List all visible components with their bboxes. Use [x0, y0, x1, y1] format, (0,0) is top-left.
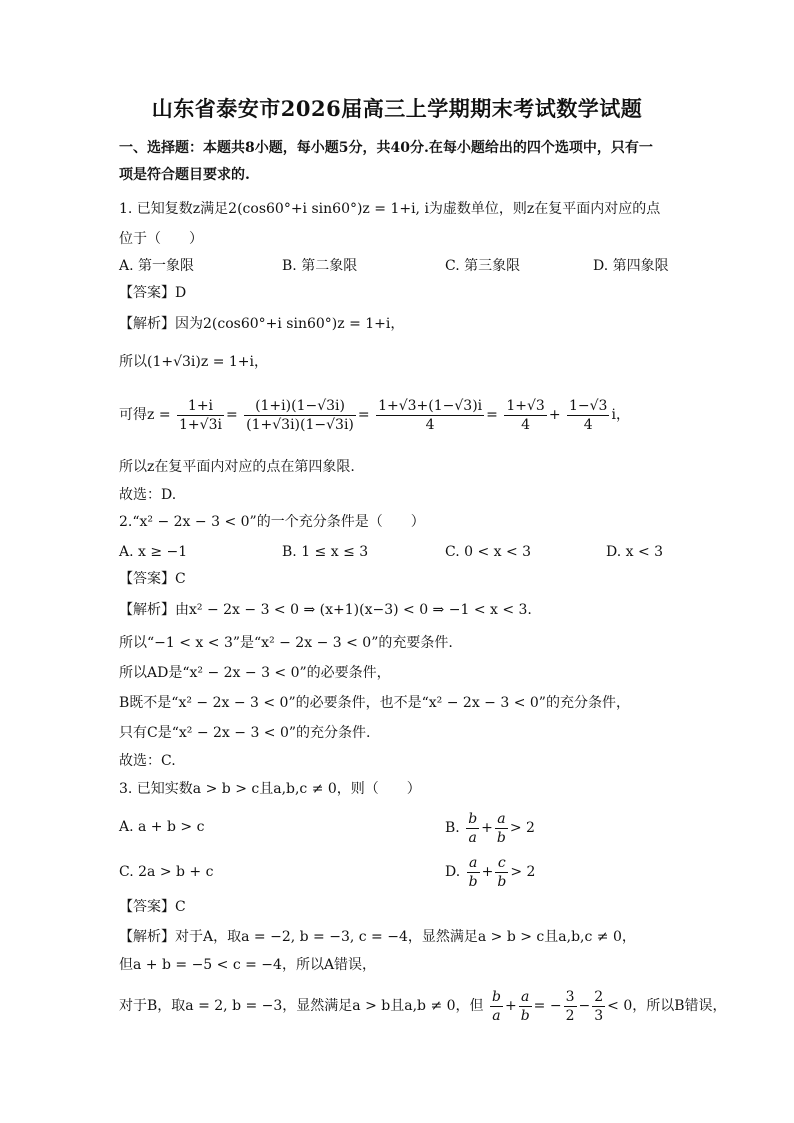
q3-option-d-frac2-num: c [495, 854, 508, 873]
q1-answer: 【答案】D [119, 285, 187, 301]
q3-analysis-line3-lead: 对于B，取a = 2, b = −3，显然满足a > b且a,b ≠ 0，但 [119, 998, 484, 1014]
q1-fraction-4-den: 4 [521, 416, 531, 433]
q1-fraction-3-den: 4 [425, 416, 435, 433]
q3-last-frac2-num: a [519, 988, 532, 1007]
q1-fraction-2-den: (1+√3i)(1−√3i) [246, 416, 354, 433]
q2-stem: 2.“x² − 2x − 3 < 0”的一个充分条件是（ ） [119, 514, 425, 530]
q1-fraction-1 [177, 397, 224, 434]
q3-option-b-frac1-num: b [468, 810, 478, 827]
q2-analysis-line3: 所以AD是“x² − 2x − 3 < 0”的必要条件， [119, 665, 391, 681]
page-title: 山东省泰安市2026届高三上学期期末考试数学试题 [151, 96, 643, 121]
q3-last-frac3-num: 3 [565, 988, 575, 1005]
q3-option-b-frac2-den: b [496, 829, 506, 846]
q3-option-c: C. 2a > b + c [119, 864, 214, 880]
q2-answer: 【答案】C [119, 571, 186, 587]
q1-fraction-4 [504, 397, 546, 434]
q1-analysis-line1: 【解析】因为2(cos60°+i sin60°)z = 1+i， [119, 316, 405, 332]
q3-option-d-frac1-den: b [468, 873, 478, 890]
q3-last-frac4-num: 2 [594, 988, 604, 1005]
q1-stem-line2: 位于（ ） [119, 231, 203, 247]
q1-fraction-2-num: (1+i)(1−√3i) [244, 397, 356, 416]
q3-option-b-rest: > 2 [509, 820, 535, 836]
q3-option-d-label: D. [445, 864, 461, 880]
q1-option-b: B. 第二象限 [282, 258, 358, 274]
q3-last-frac4-den: 3 [594, 1007, 604, 1024]
q2-option-d: D. x < 3 [606, 544, 664, 560]
q3-last-frac4 [592, 988, 605, 1025]
q3-answer: 【答案】C [119, 899, 186, 915]
q3-analysis-line2: 但a + b = −5 < c = −4，所以A错误， [119, 957, 377, 973]
q3-option-a: A. a + b > c [119, 819, 205, 835]
q3-analysis-line1: 【解析】对于A，取a = −2, b = −3, c = −4，显然满足a > b > c且a,b,c ≠ 0， [119, 929, 636, 945]
q3-option-d-frac1 [467, 854, 480, 891]
q3-option-b: B. $\frac{b}{a}$ + $\frac{a}{b}$ > 2 [445, 810, 535, 846]
q3-last-frac1-den: a [492, 1007, 501, 1024]
q1-fraction-2 [244, 397, 356, 434]
q3-option-b-frac2 [495, 810, 508, 847]
q3-option-b-frac1 [466, 810, 479, 847]
q1-option-c: C. 第三象限 [445, 258, 521, 274]
q1-option-a: A. 第一象限 [119, 258, 195, 274]
q2-option-a: A. x ≥ −1 [119, 544, 188, 560]
q3-stem: 3. 已知实数a > b > c且a,b,c ≠ 0，则（ ） [119, 781, 421, 797]
q1-derivation-lead: 可得z = [119, 407, 171, 423]
q3-last-minus: − [578, 998, 591, 1014]
q3-option-d: D. $\frac{a}{b}$ + $\frac{c}{b}$ > 2 [445, 854, 536, 890]
q2-analysis-line4: B既不是“x² − 2x − 3 < 0”的必要条件，也不是“x² − 2x − 3 < 0”的充分条件， [119, 695, 630, 711]
q3-option-b-frac1-den: a [468, 829, 477, 846]
q1-fraction-1-num: 1+i [177, 397, 224, 416]
q1-option-d: D. 第四象限 [593, 258, 669, 274]
q1-choice: 故选：D. [119, 487, 177, 503]
q1-fraction-3 [376, 397, 484, 434]
q1-fraction-5-num: 1−√3 [569, 397, 608, 414]
q3-last-frac1-num: b [492, 988, 501, 1005]
q1-fraction-3-num: 1+√3+(1−√3)i [378, 397, 483, 414]
q2-analysis-line1: 【解析】由x² − 2x − 3 < 0 ⇒ (x+1)(x−3) < 0 ⇒ −1 < x < 3. [119, 602, 532, 618]
q2-option-b: B. 1 ≤ x ≤ 3 [282, 544, 369, 560]
q3-option-b-label: B. [445, 820, 460, 836]
q2-analysis-line2: 所以“−1 < x < 3”是“x² − 2x − 3 < 0”的充要条件. [119, 635, 453, 651]
q1-fraction-4-num: 1+√3 [506, 397, 545, 414]
q1-fraction-5 [567, 397, 609, 434]
q3-option-d-rest: > 2 [510, 864, 536, 880]
section-heading-line1: 一、选择题：本题共8小题，每小题5分，共40分.在每小题给出的四个选项中，只有一 [119, 140, 653, 156]
q2-option-c: C. 0 < x < 3 [445, 544, 532, 560]
q3-last-frac1 [490, 988, 503, 1025]
q3-last-eq: = − [533, 998, 562, 1014]
q3-last-frac2 [519, 988, 532, 1025]
q1-analysis-line2: 所以(1+√3i)z = 1+i， [119, 354, 268, 370]
q2-analysis-line5: 只有C是“x² − 2x − 3 < 0”的充分条件. [119, 725, 371, 741]
q1-analysis-conclusion: 所以z在复平面内对应的点在第四象限. [119, 459, 355, 475]
q1-derivation-tail: i， [611, 407, 630, 423]
section-heading-line2: 项是符合题目要求的. [119, 167, 250, 183]
q1-fraction-5-den: 4 [583, 416, 593, 433]
q3-option-b-frac2-num: a [495, 810, 508, 829]
q2-choice: 故选：C. [119, 753, 176, 769]
q3-option-d-frac2 [495, 854, 508, 891]
q1-fraction-1-den: 1+√3i [179, 416, 222, 433]
q3-option-d-frac1-num: a [467, 854, 480, 873]
q3-last-tail: < 0，所以B错误， [607, 998, 727, 1014]
q3-last-frac3-den: 2 [565, 1007, 575, 1024]
q3-analysis-line3: 对于B，取a = 2, b = −3，显然满足a > b且a,b ≠ 0，但 $\frac{b}{a}$ + $\frac{a}{b}$ = − $\frac{3}{2}$ − $\frac{2}{3}$ < 0，所以B错误， [119, 988, 727, 1024]
q1-derivation: 可得z = $\frac{1+i}{1+√3i}$ = $\frac{(1+i)(1-√3i)}{(1+√3i)(1-√3i)}$ = $\frac{1+√3+(1-√3)i}{4}$ = $\frac{1+√3}{4}$ + $\frac{1-√3}{4}$ i， [119, 397, 630, 433]
q3-last-frac3 [564, 988, 577, 1025]
q1-stem-line1: 1. 已知复数z满足2(cos60°+i sin60°)z = 1+i, i为虚数单位，则z在复平面内对应的点 [119, 201, 661, 217]
q3-option-d-frac2-den: b [497, 873, 507, 890]
q3-last-frac2-den: b [520, 1007, 530, 1024]
